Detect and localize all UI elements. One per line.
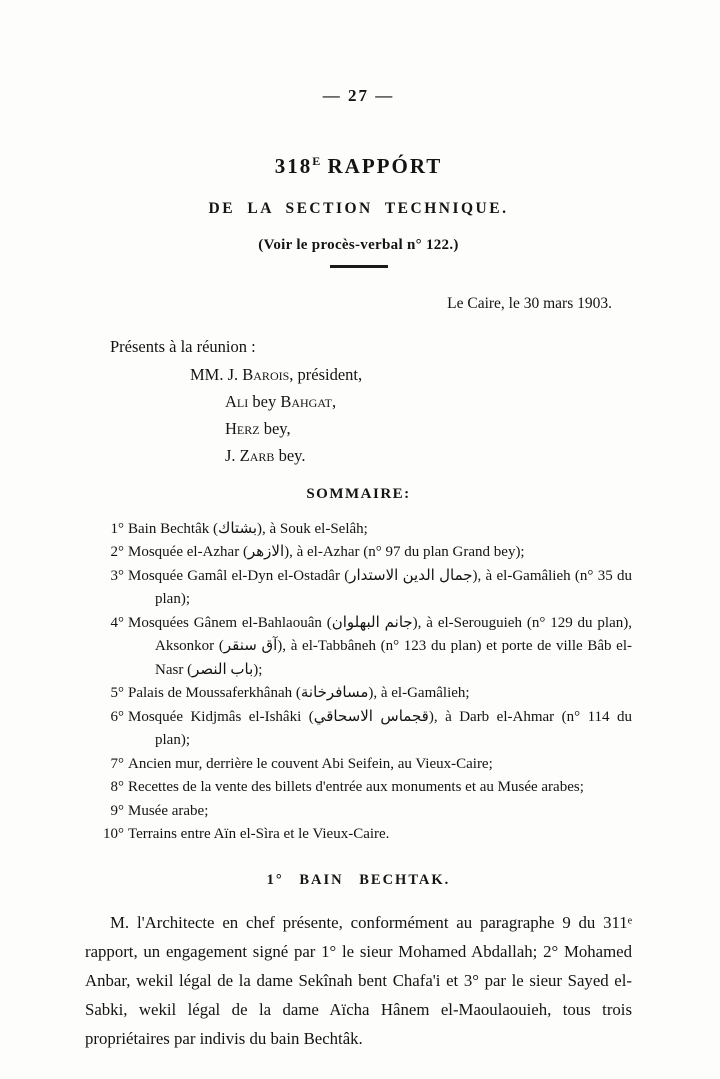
report-number: 318 <box>274 154 313 178</box>
report-title-word: RAPPÓRT <box>327 154 443 178</box>
attendee-line: Ali bey Bahgat, <box>225 391 337 411</box>
attendees-intro: Présents à la réunion : <box>110 336 256 356</box>
attendee-line: MM. J. Barois, président, <box>190 364 363 384</box>
report-number-ordinal: E <box>312 154 321 168</box>
sommaire-item <box>85 541 632 565</box>
attendee-line: Herz bey, <box>225 418 291 438</box>
sommaire-item-number: 10° <box>103 826 124 842</box>
sommaire-item-number: 6° <box>110 708 124 725</box>
sommaire-item <box>85 753 632 777</box>
sommaire-item <box>85 682 632 706</box>
sommaire-item-text: Recettes de la vente des billets d'entrée aux monuments et au Musée arabes; <box>128 779 584 795</box>
sommaire-item-number: 2° <box>110 544 124 560</box>
sommaire-item-number: 8° <box>110 779 124 795</box>
sommaire-item-number: 9° <box>110 802 124 819</box>
sommaire-heading: SOMMAIRE: <box>306 485 411 502</box>
attendee-line: J. Zarb bey. <box>225 445 306 465</box>
divider-rule <box>330 265 388 268</box>
sommaire-item-text: Mosquée Kidjmâs el-Ishâki (قجماس الاسحاقي), à Darb el-Ahmar (n° 114 du plan); <box>128 708 633 748</box>
sommaire-item <box>85 776 632 800</box>
report-subtitle: DE LA SECTION TECHNIQUE. <box>208 200 509 217</box>
sommaire-item-number: 4° <box>110 614 124 631</box>
sommaire-item-text: Musée arabe; <box>128 802 209 819</box>
page-number: — 27 — <box>322 86 395 105</box>
sommaire-list <box>85 518 632 847</box>
sommaire-item-number: 3° <box>110 567 124 584</box>
sommaire-item-text: Terrains entre Aïn el-Sìra et le Vieux-Caire. <box>128 826 390 842</box>
sommaire-item <box>85 823 632 847</box>
report-title <box>85 154 632 179</box>
sommaire-item-number: 5° <box>110 685 124 701</box>
sommaire-item-text: Mosquée Gamâl el-Dyn el-Ostadâr (جمال الدين الاستدار), à el-Gamâlieh (n° 35 du plan); <box>128 567 632 607</box>
sommaire-item-number: 7° <box>110 755 124 772</box>
attendees-list <box>85 361 632 469</box>
sommaire-item <box>85 565 632 612</box>
sommaire-item-text: Palais de Moussaferkhânah (مسافرخانة), à el-Gamâlieh; <box>128 685 470 701</box>
section-heading <box>85 872 632 889</box>
sommaire-item-number: 1° <box>110 520 124 537</box>
sommaire-item <box>85 800 632 824</box>
sommaire-item-text: Mosquée el-Azhar (الازهر), à el-Azhar (n° 97 du plan Grand bey); <box>128 544 525 560</box>
report-note: (Voir le procès-verbal n° 122.) <box>258 237 459 253</box>
sommaire-item-text: Bain Bechtâk (بشتاك), à Souk el-Selâh; <box>128 520 368 537</box>
sommaire-item-text: Mosquées Gânem el-Bahlaouân (جانم البهلوان), à el-Serouguieh (n° 129 du plan), Aksonkor (آق سنقر), à el-Tabbâneh (n° 123 du plan) et porte de ville Bâb el-Nasr (باب النصر); <box>128 614 633 678</box>
sommaire-item <box>85 612 632 683</box>
dateline: Le Caire, le 30 mars 1903. <box>447 294 612 312</box>
sommaire-item <box>85 706 632 753</box>
section-number: 1° <box>266 871 284 888</box>
section-title: BAIN BECHTAK. <box>299 871 451 888</box>
sommaire-item-text: Ancien mur, derrière le couvent Abi Seifein, au Vieux-Caire; <box>128 755 493 772</box>
sommaire-item <box>85 518 632 542</box>
body-paragraph: M. l'Architecte en chef présente, conformément au paragraphe 9 du 311ᵉ rapport, un engagement signé par 1° le sieur Mohamed Abdallah; 2° Mohamed Anbar, wekil légal de la dame Sekînah bent Chafa'i et 3° par le sieur Sayed el-Sabki, wekil légal de la dame Aïcha Hânem el-Maoulaouieh, tous trois propriétaires par indivis du bain Bechtâk. <box>85 912 632 1048</box>
